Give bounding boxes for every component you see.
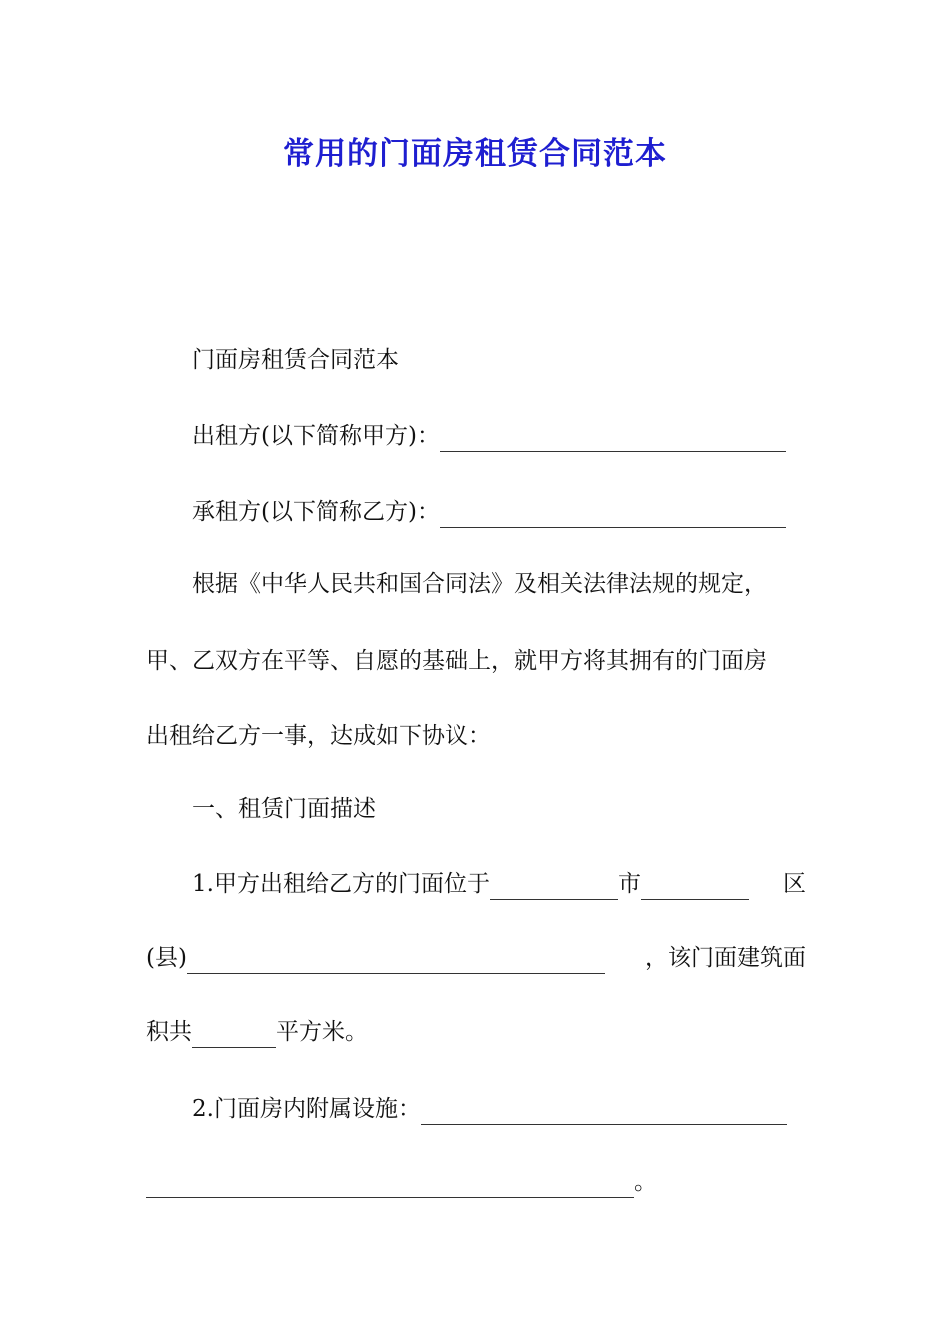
item-1-location-label: 1.甲方出租给乙方的门面位于 [192,871,490,897]
lessor-label: 出租方(以下简称甲方)： [192,423,440,449]
document-title: 常用的门面房租赁合同范本 [283,136,667,172]
area-prefix: 积共 [146,1019,192,1045]
facilities-end: 。 [634,1169,657,1195]
area-blank [192,1023,276,1048]
lessee-blank [440,503,786,528]
item-1-line-2 [146,942,806,974]
county-label: (县) [146,945,187,971]
lessee-label: 承租方(以下简称乙方)： [192,499,440,525]
section-1-title: 一、租赁门面描述 [192,796,376,822]
facilities-blank-2 [146,1173,634,1198]
item-2-line-1 [192,1093,806,1125]
preamble-line-2: 甲、乙双方在平等、自愿的基础上，就甲方将其拥有的门面房 [146,648,767,674]
area-suffix: 平方米。 [276,1019,368,1045]
facilities-label: 2.门面房内附属设施： [192,1096,421,1122]
preamble-line-3: 出租给乙方一事，达成如下协议： [146,723,491,749]
item-1-line-1 [192,868,806,900]
item-1-line-3 [146,1016,806,1048]
facilities-blank-1 [421,1100,787,1125]
area-text: ，该门面建筑面 [645,945,806,971]
city-label: 市 [617,871,641,897]
city-blank [490,875,618,900]
contract-heading: 门面房租赁合同范本 [192,347,399,373]
district-blank [641,875,749,900]
lessor-line [192,420,806,452]
preamble-line-1: 根据《中华人民共和国合同法》及相关法律法规的规定， [192,571,767,597]
item-2-line-2 [146,1166,806,1198]
lessee-line [192,496,806,528]
district-label: 区 [783,871,806,897]
lessor-blank [440,427,786,452]
county-blank [187,949,605,974]
